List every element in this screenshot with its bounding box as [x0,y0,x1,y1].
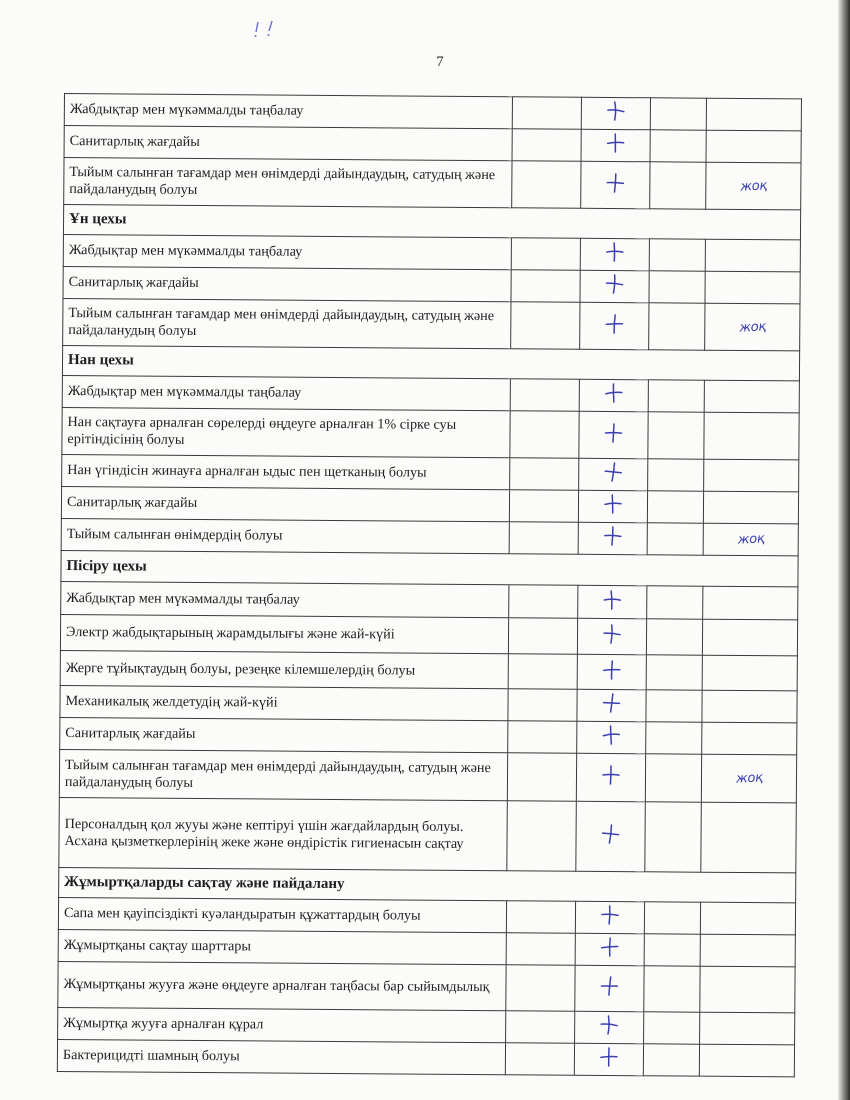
mark-cell [581,161,650,209]
checklist-item-text: Персоналдың қол жууы және кептіруі үшін жағдайлардың болуы. Асхана қызметкерлерінің жеке және өндірістік гигиенасын сақтау [59,797,508,870]
empty-cell [510,379,579,412]
handwritten-plus-drawing [604,171,626,193]
mark-cell [578,585,647,619]
section-title: Нан цехы [62,345,799,380]
handwritten-note: жоқ [737,531,765,548]
empty-cell [645,754,701,802]
page-number: 7 [436,54,444,70]
checklist-item-text: Жабдықтар мен мүкәммалды таңбалау [64,94,512,129]
checklist-item-text: Тыйым салынған тағамдар мен өнімдерді дайындаудың, сатудың және пайдаланудың болуы [59,749,507,800]
mark-cell [577,654,646,690]
checklist-item-text: Механикалық желдетудің жай-күйі [60,685,508,720]
handwritten-plus-drawing [602,525,624,547]
handwritten-plus-icon [601,658,623,680]
note-cell [705,271,800,304]
handwritten-plus-icon [600,724,622,746]
checklist-row [62,407,799,459]
empty-cell [650,162,706,209]
checklist-row [64,94,801,131]
empty-cell [509,522,578,555]
handwritten-note: жоқ [738,318,766,336]
handwritten-plus-drawing [599,936,621,958]
checklist-item-text: Жабдықтар мен мүкәммалды таңбалау [63,234,511,269]
mark-cell [579,379,648,412]
note-cell [702,619,797,656]
handwritten-plus-drawing [605,100,627,122]
mark-cell [576,753,645,802]
empty-cell [510,458,579,491]
mark-cell [575,1011,644,1044]
mark-cell [579,458,648,491]
checklist-row [58,1007,795,1044]
empty-cell [512,161,581,209]
checklist-row [59,797,796,872]
note-cell [700,1012,795,1045]
empty-cell [511,302,580,350]
handwritten-plus-icon [602,525,624,547]
checklist-item-text: Электр жабдықтарының жарамдылығы және жай-күйі [60,614,508,653]
checklist-item-text: Сапа мен қауіпсіздікті куәландыратын құжаттардың болуы [58,897,506,932]
checklist-row [63,266,800,303]
note-cell [706,162,801,210]
handwritten-plus-icon [603,312,625,334]
checklist-row [62,454,799,491]
mark-cell [576,801,646,872]
note-cell [704,459,799,492]
empty-cell [647,491,703,523]
handwritten-plus-drawing [602,421,624,443]
handwritten-plus-icon [602,421,624,443]
checklist-item-text: Санитарлық жағдайы [63,266,511,301]
section-title: Пісіру цехы [61,550,798,586]
handwritten-plus-drawing [601,588,623,610]
note-cell [701,754,796,803]
note-cell [704,380,799,413]
handwritten-plus-drawing [602,493,624,515]
stray-marks-drawing [252,18,282,40]
handwritten-plus-icon [605,132,627,154]
inspection-checklist-table [57,93,802,1077]
empty-cell [650,98,706,130]
handwritten-plus-icon [605,100,627,122]
checklist-row [61,486,798,523]
empty-cell [648,459,704,491]
handwritten-note: жоқ [739,177,767,195]
handwritten-plus-icon [603,382,625,404]
checklist-item-text: Бактерицидті шамның болуы [57,1039,505,1074]
empty-cell [645,802,702,872]
checklist-row [60,685,797,722]
checklist-item-text: Нан сақтауға арналған сөрелерді өңдеуге арналған 1% сірке суы ерітіндісінің болуы [62,407,510,457]
empty-cell [508,654,577,690]
handwritten-plus-icon [604,171,626,193]
empty-cell [506,1011,575,1044]
empty-cell [507,753,576,802]
note-cell [701,802,797,873]
empty-cell [644,966,700,1012]
empty-cell [508,721,577,754]
mark-cell [575,965,644,1012]
checklist-row [63,298,800,350]
checklist-row [59,749,796,802]
handwritten-plus-drawing [598,975,620,997]
handwritten-plus-icon [599,904,621,926]
mark-cell [581,129,650,162]
empty-cell [510,411,579,459]
mark-cell [577,618,646,655]
handwritten-plus-drawing [600,724,622,746]
empty-cell [648,412,704,459]
handwritten-plus-drawing [598,1014,620,1036]
mark-cell [580,238,649,271]
empty-cell [646,655,702,690]
empty-cell [505,1043,574,1076]
handwritten-plus-drawing [602,461,624,483]
handwritten-plus-icon [599,936,621,958]
checklist-item-text: Жерге тұйықтаудың болуы, резеңке кілемшелердің болуы [60,650,508,688]
note-cell [700,934,795,967]
handwritten-plus-icon [602,461,624,483]
empty-cell [644,902,700,934]
checklist-row [64,158,801,210]
handwritten-plus-drawing [600,692,622,714]
checklist-row [61,581,798,619]
scan-edge-shadow [838,0,850,1100]
checklist-row [58,897,795,934]
note-cell [706,98,801,131]
empty-cell [646,722,702,754]
empty-cell [511,238,580,271]
checklist-sheet [57,93,801,1077]
note-cell [705,239,800,272]
note-cell [706,130,801,163]
checklist-item-text: Тыйым салынған тағамдар мен өнімдерді дайындаудың, сатудың және пайдаланудың болуы [63,298,511,348]
checklist-row [60,650,797,690]
handwritten-plus-icon [598,1014,620,1036]
empty-cell [644,934,700,966]
empty-cell [647,586,703,619]
empty-cell [506,901,575,934]
checklist-row [62,375,799,412]
mark-cell [577,689,646,722]
checklist-row [60,614,797,655]
empty-cell [644,1012,700,1044]
checklist-row [58,929,795,966]
mark-cell [580,270,649,303]
empty-cell [650,130,706,162]
empty-cell [509,585,578,619]
handwritten-plus-icon [600,823,622,845]
handwritten-plus-drawing [603,312,625,334]
empty-cell [649,271,705,303]
checklist-row [58,961,795,1012]
handwritten-plus-icon [598,1046,620,1068]
mark-cell [579,411,648,459]
mark-cell [577,721,646,754]
handwritten-plus-drawing [600,764,622,786]
empty-cell [506,965,575,1012]
handwritten-plus-icon [602,493,624,515]
empty-cell [649,239,705,271]
handwritten-note: жоқ [735,770,763,787]
mark-cell [580,302,649,350]
empty-cell [646,690,702,722]
empty-cell [509,490,578,523]
mark-cell [574,1043,643,1076]
mark-cell [575,933,644,966]
handwritten-plus-drawing [603,382,625,404]
handwritten-plus-drawing [598,1046,620,1068]
checklist-item-text: Жабдықтар мен мүкәммалды таңбалау [62,375,510,410]
checklist-item-text: Санитарлық жағдайы [61,486,509,521]
mark-cell [581,97,650,130]
empty-cell [649,303,705,350]
checklist-row [61,518,798,555]
checklist-item-text: Жұмыртқа жууға арналған құрал [58,1007,506,1042]
checklist-body [57,94,801,1077]
checklist-item-text: Жұмыртқаны жууға және өңдеуге арналған таңбасы бар сыйымдылық [58,961,506,1010]
note-cell [702,655,797,691]
handwritten-plus-drawing [604,241,626,263]
handwritten-plus-icon [601,623,623,645]
checklist-item-text: Жұмыртқаны сақтау шарттары [58,929,506,964]
handwritten-plus-icon [604,241,626,263]
note-cell [704,412,799,460]
note-cell [700,902,795,935]
checklist-item-text: Тыйым салынған өнімдердің болуы [61,518,509,553]
note-cell [702,690,797,723]
empty-cell [508,618,577,655]
note-cell [703,523,798,556]
handwritten-plus-drawing [605,132,627,154]
checklist-row [63,234,800,271]
checklist-row [64,126,801,163]
empty-cell [646,619,702,655]
note-cell [700,966,795,1013]
empty-cell [506,933,575,966]
empty-cell [512,129,581,162]
checklist-item-text: Санитарлық жағдайы [64,126,512,161]
handwritten-plus-icon [604,273,626,295]
empty-cell [508,689,577,722]
note-cell [702,722,797,755]
note-cell [703,586,798,620]
empty-cell [643,1044,699,1076]
note-cell [705,303,800,351]
handwritten-plus-drawing [600,823,622,845]
handwritten-plus-drawing [599,904,621,926]
handwritten-plus-icon [600,764,622,786]
note-cell [699,1044,794,1077]
checklist-row [60,717,797,754]
empty-cell [512,97,581,130]
checklist-item-text: Нан үгіндісін жинауға арналған ыдыс пен щетканың болуы [62,454,510,489]
mark-cell [575,901,644,934]
handwritten-plus-icon [600,692,622,714]
checklist-row [57,1039,794,1076]
mark-cell [578,522,647,555]
handwritten-plus-drawing [604,273,626,295]
handwritten-plus-icon [601,588,623,610]
empty-cell [647,523,703,555]
stray-pen-marks [252,18,282,40]
handwritten-plus-drawing [601,658,623,680]
handwritten-plus-drawing [601,623,623,645]
empty-cell [648,380,704,412]
checklist-item-text: Санитарлық жағдайы [60,717,508,752]
note-cell [703,491,798,524]
empty-cell [511,270,580,303]
mark-cell [578,490,647,523]
checklist-item-text: Жабдықтар мен мүкәммалды таңбалау [61,581,509,617]
section-title: Жұмыртқаларды сақтау және пайдалану [59,867,796,902]
section-title: Ұн цехы [63,205,800,240]
checklist-item-text: Тыйым салынған тағамдар мен өнімдерді дайындаудың, сатудың және пайдаланудың болуы [64,158,512,208]
empty-cell [507,801,577,872]
handwritten-plus-icon [598,975,620,997]
